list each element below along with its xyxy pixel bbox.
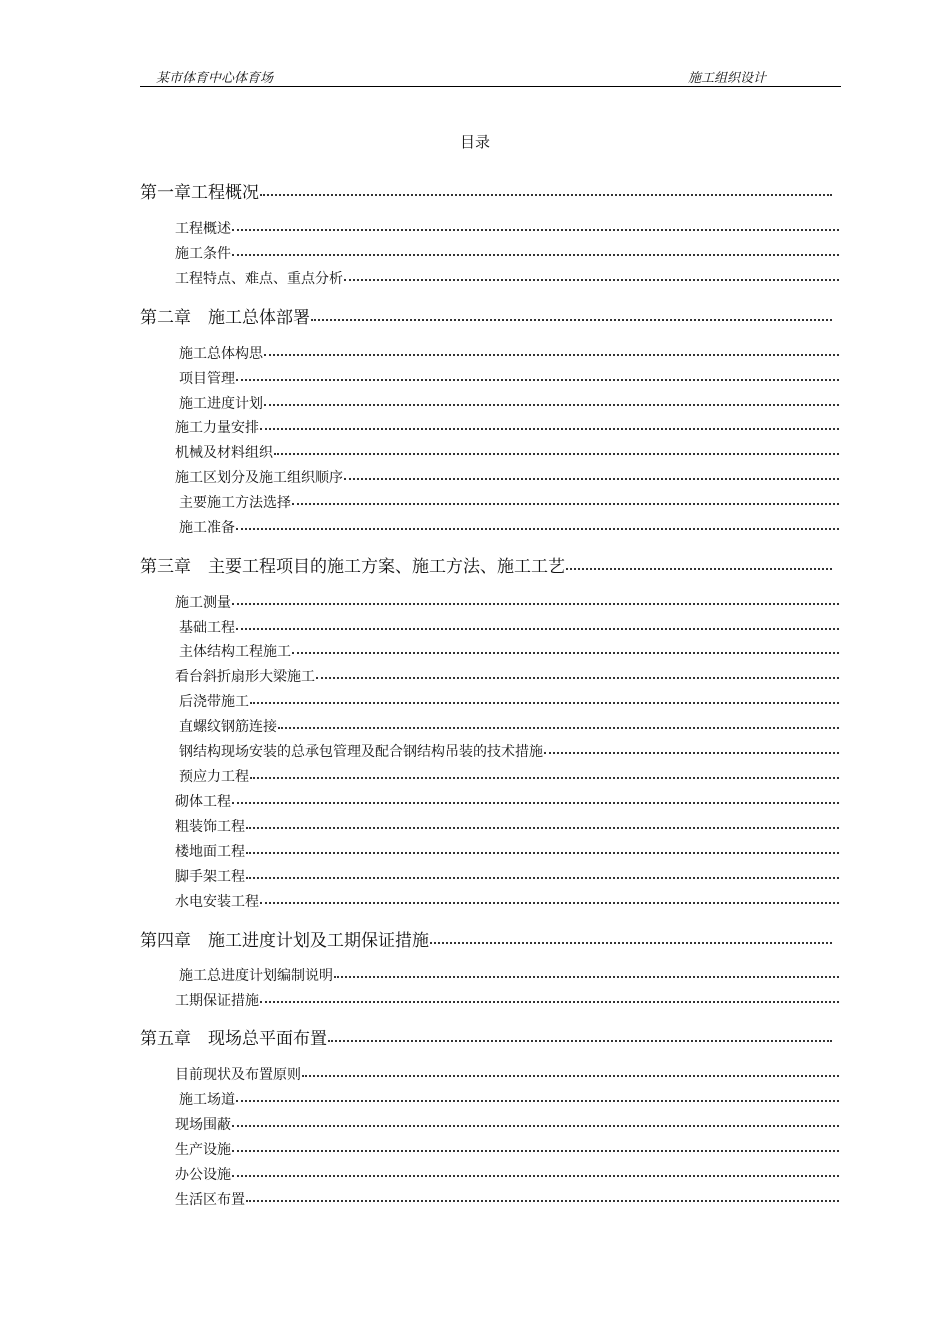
- toc-item-label: 工程特点、难点、重点分析: [175, 271, 343, 287]
- toc-item[interactable]: [179, 368, 839, 388]
- toc-item[interactable]: [179, 393, 839, 413]
- toc-item[interactable]: [179, 766, 839, 786]
- toc-item-label: 生活区布置: [175, 1192, 245, 1208]
- dot-leader: [232, 802, 839, 804]
- dot-leader: [246, 827, 839, 829]
- toc-chapter-2-label: 第二章 施工总体部署: [140, 308, 310, 328]
- toc-chapter-2[interactable]: [140, 303, 832, 328]
- toc-chapter-5-label: 第五章 现场总平面布置: [140, 1029, 327, 1049]
- dot-leader: [260, 902, 839, 904]
- toc-item-label: 施工力量安排: [175, 420, 259, 436]
- toc-item-label: 水电安装工程: [175, 894, 259, 910]
- toc-item-label: 施工场道: [179, 1092, 235, 1108]
- dot-leader: [311, 319, 832, 321]
- toc-item-label: 施工总体构思: [179, 346, 263, 362]
- toc-item[interactable]: [175, 417, 839, 437]
- toc-item[interactable]: [175, 268, 839, 288]
- dot-leader: [260, 1001, 839, 1003]
- toc-chapter-5[interactable]: [140, 1024, 832, 1049]
- toc-item[interactable]: [175, 442, 839, 462]
- toc-item[interactable]: [175, 1189, 839, 1209]
- toc-item[interactable]: [179, 517, 839, 537]
- dot-leader: [236, 379, 839, 381]
- toc-item-label: 后浇带施工: [179, 694, 249, 710]
- header-document-type: 施工组织设计: [688, 71, 767, 86]
- toc-item[interactable]: [179, 1089, 839, 1109]
- dot-leader: [236, 628, 839, 630]
- toc-item-label: 施工测量: [175, 595, 231, 611]
- toc-item[interactable]: [175, 841, 839, 861]
- page-header: [140, 66, 841, 87]
- toc-item[interactable]: [179, 691, 839, 711]
- dot-leader: [260, 194, 832, 196]
- toc-item[interactable]: [175, 891, 839, 911]
- toc-item[interactable]: [179, 641, 839, 661]
- dot-leader: [278, 727, 839, 729]
- dot-leader: [264, 404, 839, 406]
- toc-title: 目录: [459, 133, 490, 151]
- toc-item[interactable]: [175, 592, 839, 612]
- dot-leader: [334, 976, 839, 978]
- toc-item[interactable]: [175, 1114, 839, 1134]
- dot-leader: [274, 453, 839, 455]
- dot-leader: [544, 752, 839, 754]
- dot-leader: [232, 254, 839, 256]
- toc-chapter-4-label: 第四章 施工进度计划及工期保证措施: [140, 931, 429, 951]
- dot-leader: [246, 877, 839, 879]
- toc-item-label: 项目管理: [179, 371, 235, 387]
- header-project-name: 某市体育中心体育场: [156, 71, 274, 86]
- dot-leader: [344, 478, 839, 480]
- dot-leader: [246, 852, 839, 854]
- dot-leader: [430, 942, 832, 944]
- dot-leader: [232, 1175, 839, 1177]
- toc-item[interactable]: [175, 816, 839, 836]
- toc-item-label: 生产设施: [175, 1142, 231, 1158]
- toc-item[interactable]: [175, 866, 839, 886]
- dot-leader: [250, 702, 839, 704]
- toc-item-label: 主要施工方法选择: [179, 495, 291, 511]
- dot-leader: [232, 229, 839, 231]
- toc-item[interactable]: [175, 791, 839, 811]
- toc-item[interactable]: [179, 716, 839, 736]
- dot-leader: [246, 1200, 839, 1202]
- toc-item[interactable]: [179, 492, 839, 512]
- dot-leader: [344, 279, 839, 281]
- toc-item-label: 粗装饰工程: [175, 819, 245, 835]
- dot-leader: [260, 428, 839, 430]
- toc-item-label: 施工进度计划: [179, 396, 263, 412]
- toc-item[interactable]: [179, 617, 839, 637]
- dot-leader: [232, 1150, 839, 1152]
- dot-leader: [328, 1040, 832, 1042]
- toc-item-label: 施工条件: [175, 246, 231, 262]
- toc-item[interactable]: [175, 467, 839, 487]
- toc-item-label: 现场围蔽: [175, 1117, 231, 1133]
- dot-leader: [236, 528, 839, 530]
- toc-item-label: 楼地面工程: [175, 844, 245, 860]
- dot-leader: [566, 568, 832, 570]
- toc-item[interactable]: [175, 218, 839, 238]
- toc-item-label: 钢结构现场安装的总承包管理及配合钢结构吊装的技术措施: [179, 744, 543, 760]
- toc-item[interactable]: [175, 243, 839, 263]
- toc-item-label: 施工准备: [179, 520, 235, 536]
- toc-item-label: 目前现状及布置原则: [175, 1067, 301, 1083]
- toc-item-label: 工期保证措施: [175, 993, 259, 1009]
- toc-item-label: 基础工程: [179, 620, 235, 636]
- toc-item-label: 砌体工程: [175, 794, 231, 810]
- toc-item[interactable]: [175, 990, 839, 1010]
- toc-item-label: 施工总进度计划编制说明: [179, 968, 333, 984]
- toc-chapter-3-label: 第三章 主要工程项目的施工方案、施工方法、施工工艺: [140, 557, 565, 577]
- dot-leader: [292, 503, 839, 505]
- toc-item[interactable]: [175, 1164, 839, 1184]
- toc-item-label: 预应力工程: [179, 769, 249, 785]
- toc-chapter-1-label: 第一章工程概况: [140, 183, 259, 203]
- toc-item[interactable]: [175, 666, 839, 686]
- toc-item-label: 办公设施: [175, 1167, 231, 1183]
- toc-chapter-1[interactable]: [140, 178, 832, 203]
- dot-leader: [232, 603, 839, 605]
- toc-item-label: 机械及材料组织: [175, 445, 273, 461]
- toc-item-label: 脚手架工程: [175, 869, 245, 885]
- dot-leader: [264, 354, 839, 356]
- toc-chapter-3[interactable]: [140, 552, 832, 577]
- toc-item-label: 工程概述: [175, 221, 231, 237]
- toc-chapter-4[interactable]: [140, 926, 832, 951]
- toc-item[interactable]: [179, 965, 839, 985]
- dot-leader: [292, 652, 839, 654]
- toc-item[interactable]: [179, 741, 839, 761]
- toc-item[interactable]: [179, 343, 839, 363]
- toc-item-label: 看台斜折扇形大梁施工: [175, 669, 315, 685]
- dot-leader: [236, 1100, 839, 1102]
- toc-item-label: 主体结构工程施工: [179, 644, 291, 660]
- dot-leader: [302, 1075, 839, 1077]
- toc-item-label: 直螺纹钢筋连接: [179, 719, 277, 735]
- dot-leader: [316, 677, 839, 679]
- toc-item-label: 施工区划分及施工组织顺序: [175, 470, 343, 486]
- toc-item[interactable]: [175, 1064, 839, 1084]
- toc-item[interactable]: [175, 1139, 839, 1159]
- dot-leader: [232, 1125, 839, 1127]
- dot-leader: [250, 777, 839, 779]
